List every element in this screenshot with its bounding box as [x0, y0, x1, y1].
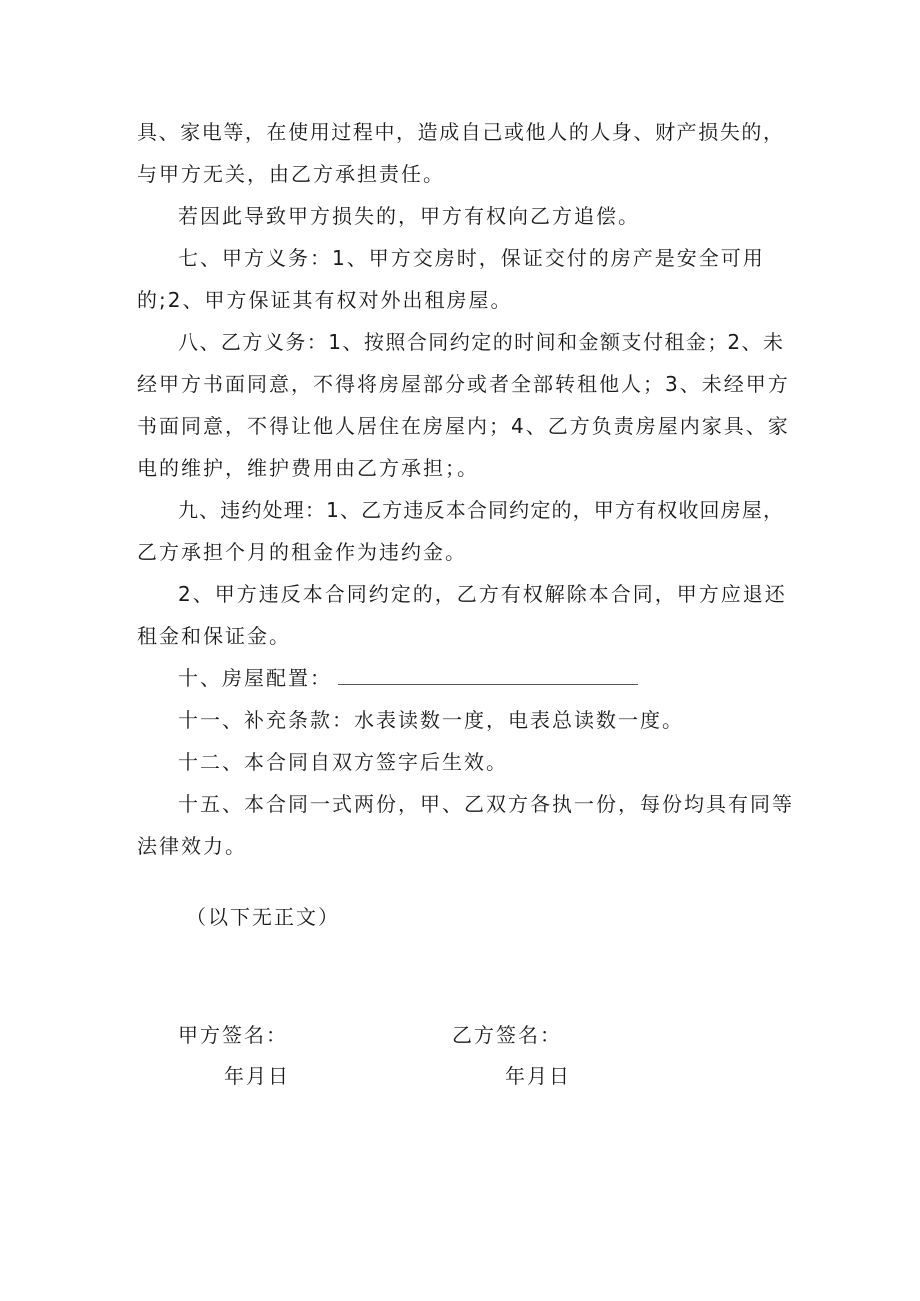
clause-8-line-4: 电的维护，维护费用由乙方承担；。	[137, 456, 479, 480]
clause-9-2-line-2: 租金和保证金。	[137, 624, 291, 648]
clause-9-line-2: 乙方承担个月的租金作为违约金。	[137, 540, 467, 564]
clause-12-line: 十二、本合同自双方签字后生效。	[178, 750, 508, 774]
text-line-3: 若因此导致甲方损失的，甲方有权向乙方追偿。	[178, 204, 640, 228]
text-line-2: 与甲方无关，由乙方承担责任。	[137, 162, 445, 186]
clause-9-line-1: 九、违约处理：1、乙方违反本合同约定的，甲方有权收回房屋，	[178, 498, 783, 522]
text-line-1: 具、家电等，在使用过程中，造成自己或他人的人身、财产损失的，	[137, 120, 783, 144]
clause-7-line-2: 的;2、甲方保证其有权对外出租房屋。	[137, 288, 513, 312]
party-b-signature-label: 乙方签名：	[452, 1023, 562, 1047]
clause-10-label: 十、房屋配置：	[178, 666, 332, 690]
clause-10-line	[178, 664, 638, 692]
party-a-date: 年月日	[224, 1064, 290, 1088]
clause-9-2-line-1: 2、甲方违反本合同约定的，乙方有权解除本合同，甲方应退还	[178, 582, 787, 606]
configuration-blank	[338, 666, 638, 685]
party-b-date: 年月日	[505, 1064, 571, 1088]
clause-8-line-1: 八、乙方义务：1、按照合同约定的时间和金额支付租金；2、未	[178, 330, 783, 354]
party-a-signature-label: 甲方签名：	[178, 1023, 288, 1047]
clause-8-line-3: 书面同意，不得让他人居住在房屋内；4、乙方负责房屋内家具、家	[137, 414, 790, 438]
clause-11-line: 十一、补充条款：水表读数一度，电表总读数一度。	[178, 708, 684, 732]
clause-8-line-2: 经甲方书面同意，不得将房屋部分或者全部转租他人；3、未经甲方	[137, 372, 790, 396]
end-note: （以下无正文）	[186, 905, 340, 929]
clause-15-line-1: 十五、本合同一式两份，甲、乙双方各执一份，每份均具有同等	[178, 792, 794, 816]
clause-15-line-2: 法律效力。	[137, 834, 247, 858]
clause-7-line-1: 七、甲方义务：1、甲方交房时，保证交付的房产是安全可用	[178, 246, 765, 270]
